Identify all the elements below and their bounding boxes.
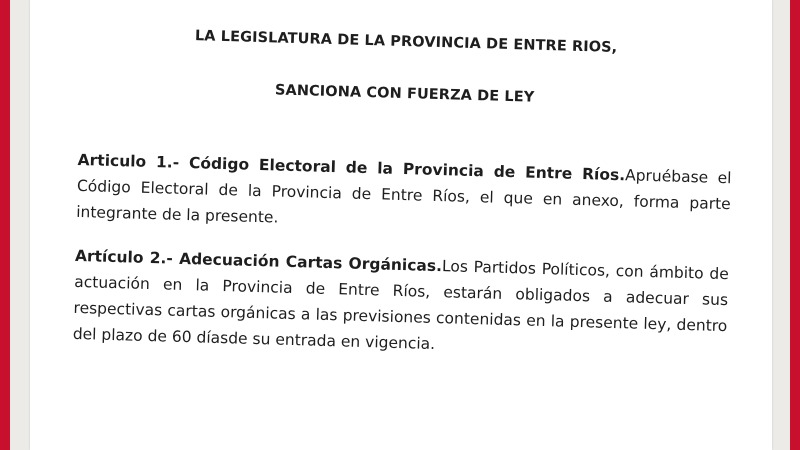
article-1-title: Articulo 1.- Código Electoral de la Provincia de Entre Ríos. <box>77 150 626 185</box>
article-1 <box>76 147 732 243</box>
document-page <box>30 0 772 450</box>
article-2-title: Artículo 2.- Adecuación Cartas Orgánicas. <box>74 246 443 276</box>
article-2 <box>72 243 729 365</box>
document-heading-line-2: SANCIONA CON FUERZA DE LEY <box>274 82 535 106</box>
document-heading-line-1: LA LEGISLATURA DE LA PROVINCIA DE ENTRE RIOS, <box>194 28 618 56</box>
article-1-body: Apruébase el Código Electoral de la Provincia de Entre Ríos, el que en anexo, forma parte integrante de la presente. <box>75 166 732 227</box>
page-content <box>30 0 772 450</box>
article-2-body: Los Partidos Políticos, con ámbito de actuación en la Provincia de Entre Ríos, estarán obligados a adecuar sus respectivas cartas orgánicas a las previsiones contenidas en la presente ley, dentro del plazo de 60 díasde su entrada en vigencia. <box>72 257 730 353</box>
